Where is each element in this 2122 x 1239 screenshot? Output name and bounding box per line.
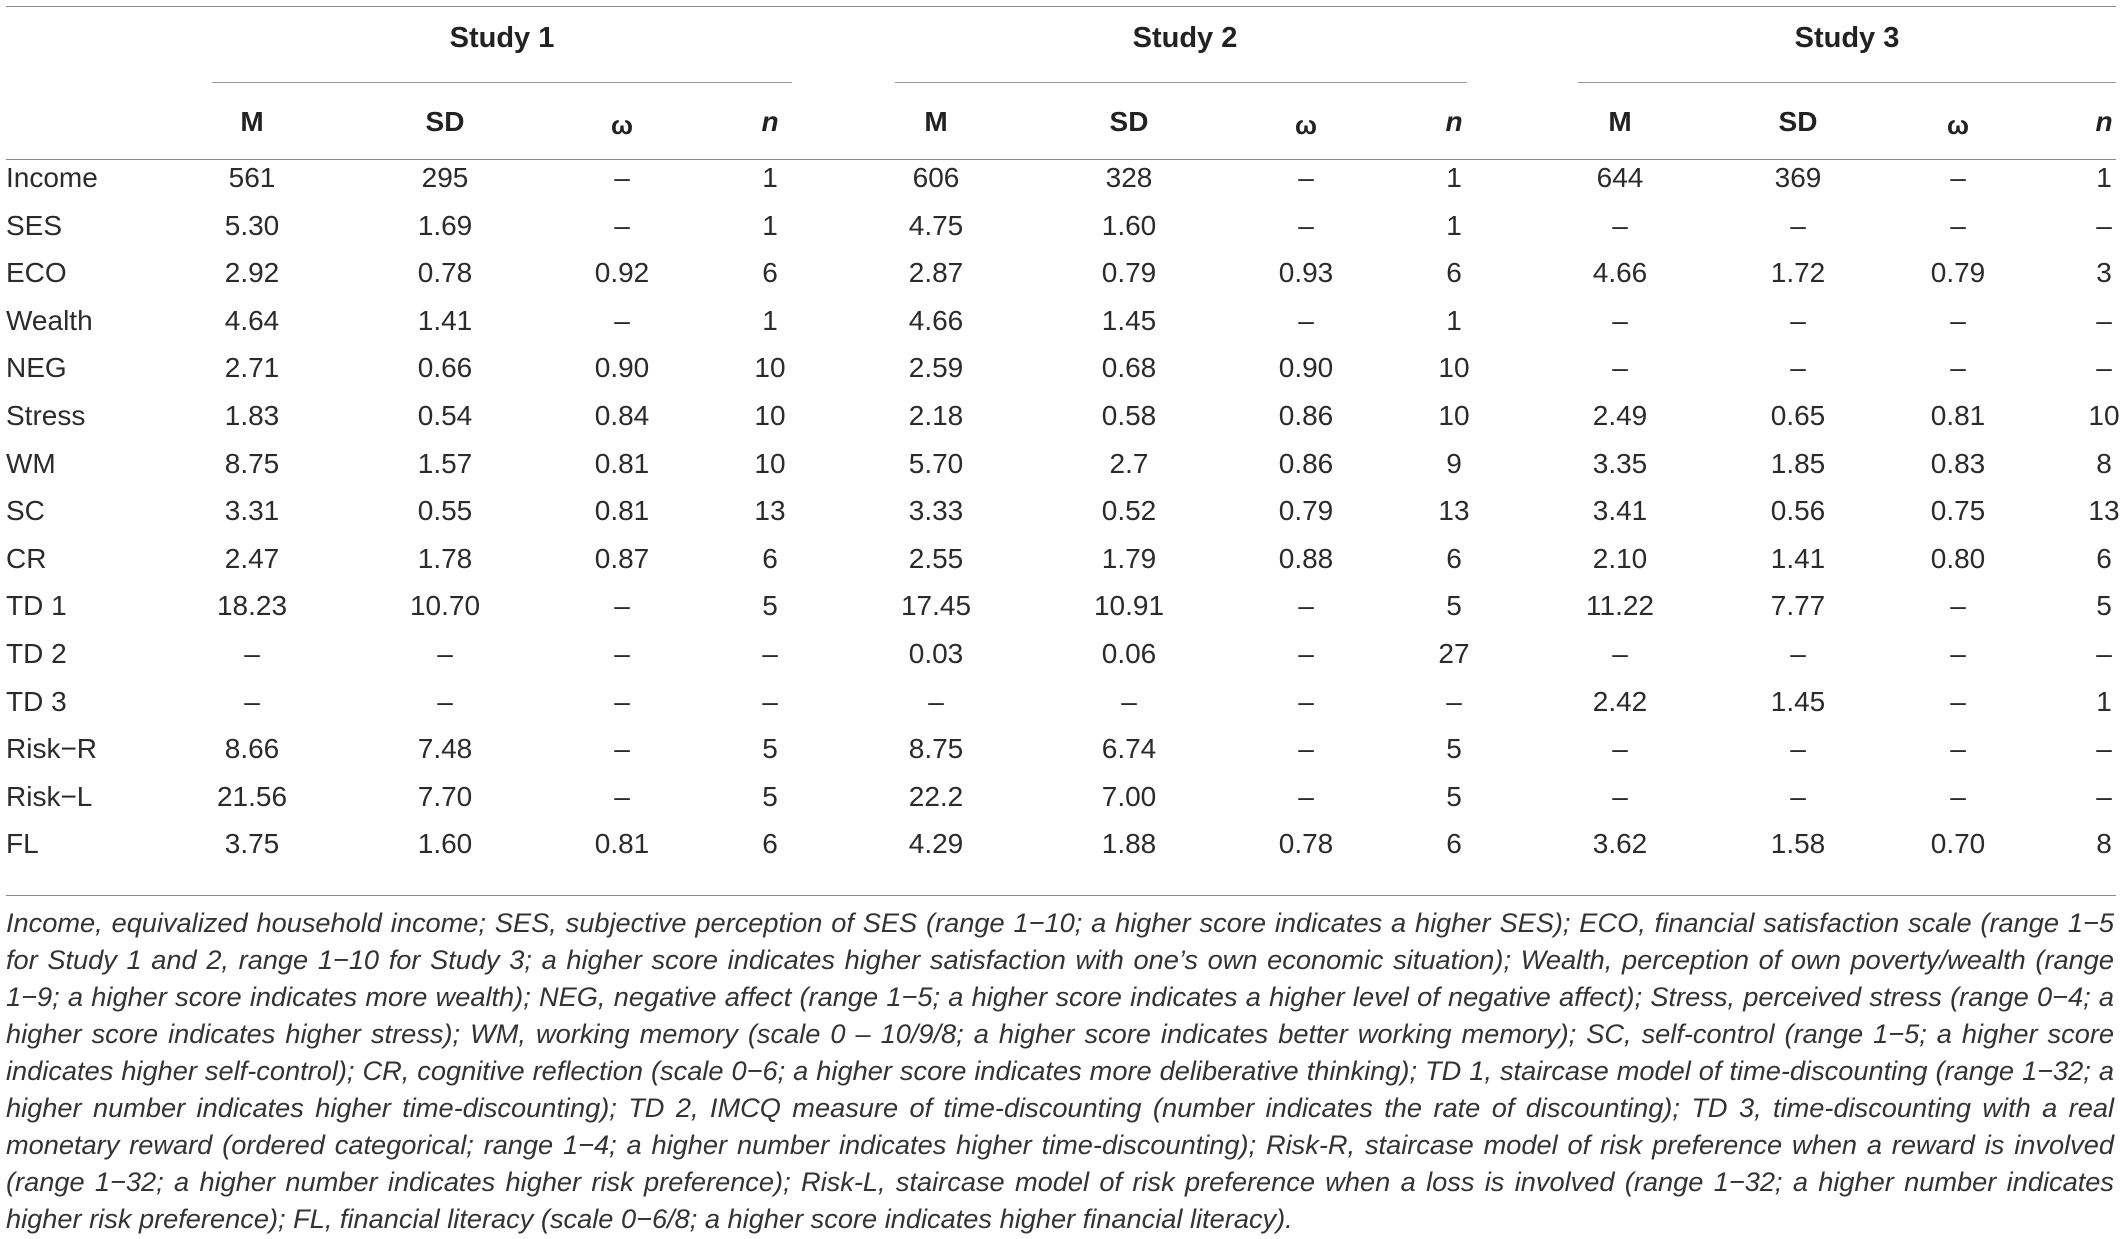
table-cell: 1.79	[1101, 542, 1157, 574]
table-cell: –	[1121, 685, 1137, 717]
row-label: ECO	[6, 257, 67, 289]
table-cell: 0.78	[1278, 828, 1334, 860]
table-cell: 1.83	[224, 400, 280, 431]
table-row	[0, 678, 2122, 725]
table-cell: 3.75	[224, 828, 280, 860]
table-cell: 4.29	[908, 828, 964, 860]
table-cell: –	[244, 685, 260, 717]
table-cell: 1	[762, 304, 778, 336]
table-cell: –	[1790, 780, 1806, 812]
table-cell: –	[1950, 685, 1966, 717]
table-cell: 6	[762, 257, 778, 289]
table-cell: 4.66	[908, 304, 964, 336]
table-cell: 0.79	[1101, 257, 1157, 289]
table-cell: 0.90	[1278, 352, 1334, 384]
table-cell: 1.45	[1101, 304, 1157, 336]
table-cell: 4.75	[908, 209, 964, 241]
row-label: TD 2	[6, 638, 67, 669]
table-cell: –	[1298, 590, 1314, 622]
table-cell: –	[614, 590, 630, 622]
table-cell: 1.41	[417, 304, 473, 336]
table-cell: 369	[1774, 162, 1822, 193]
table-cell: 2.18	[908, 400, 964, 431]
table-cell: 0.75	[1930, 495, 1986, 527]
table-cell: –	[1950, 590, 1966, 622]
table-cell: 5	[1446, 590, 1462, 622]
table-cell: –	[2096, 304, 2112, 336]
table-cell: 13	[2088, 495, 2120, 527]
study-1-header: Study 1	[449, 22, 555, 54]
table-cell: 1.88	[1101, 828, 1157, 860]
table-cell: 8	[2096, 828, 2112, 860]
table-cell: 0.80	[1930, 542, 1986, 574]
table-cell: 2.10	[1592, 542, 1648, 574]
table-cell: 13	[754, 495, 786, 527]
table-cell: 0.79	[1278, 495, 1334, 527]
table-cell: 1.78	[417, 542, 473, 574]
table-cell: 10	[2088, 400, 2120, 431]
row-label: CR	[6, 542, 47, 574]
table-cell: 7.48	[417, 733, 473, 765]
study-2-underline	[895, 82, 1467, 83]
table-row	[0, 487, 2122, 534]
table-cell: 3	[2096, 257, 2112, 289]
row-label: Risk−R	[6, 733, 98, 765]
table-cell: 5	[1446, 780, 1462, 812]
table-cell: 2.55	[908, 542, 964, 574]
table-cell: –	[1612, 780, 1628, 812]
table-cell: 0.52	[1101, 495, 1157, 527]
study-3-n-header: n	[2095, 106, 2113, 137]
study-1-sd-header: SD	[425, 106, 465, 137]
row-label: SES	[6, 209, 63, 241]
table-cell: 0.70	[1930, 828, 1986, 860]
table-cell: 0.03	[908, 638, 964, 669]
table-cell: 1.60	[417, 828, 473, 860]
table-cell: –	[1446, 685, 1462, 717]
table-cell: 0.56	[1770, 495, 1826, 527]
table-cell: –	[1298, 685, 1314, 717]
table-cell: 3.35	[1592, 447, 1648, 479]
table-cell: 0.65	[1770, 400, 1826, 431]
table-cell: 10	[754, 400, 786, 431]
table-cell: –	[1950, 638, 1966, 669]
table-cell: 0.93	[1278, 257, 1334, 289]
table-cell: –	[437, 685, 453, 717]
table-footnote: Income, equivalized household income; SES, subjective perception of SES (range 1−10; a higher score indicates a higher SES); ECO, financial satisfaction scale (range 1−5 for Study 1 and 2, range 1−10 for Study 3; a higher score indicates higher satisfaction with one’s own economic situation); Wealth, perception of own poverty/wealth (range 1−9; a higher score indicates more wealth); NEG, negative affect (range 1−5; a higher score indicates a higher level of negative affect); Stress, perceived stress (range 0−4; a higher score indicates higher stress); WM, working memory (scale 0 – 10/9/8; a higher score indicates better working memory); SC, self-control (range 1−5; a higher score indicates higher self-control); CR, cognitive reflection (scale 0−6; a higher score indicates more deliberative thinking); TD 1, staircase model of time-discounting (range 1−32; a higher number indicates higher time-discounting); TD 2, IMCQ measure of time-discounting (number indicates the rate of discounting); TD 3, time-discounting with a real monetary reward (ordered categorical; range 1−4; a higher number indicates higher time-discounting); Risk-R, staircase model of risk preference when a reward is involved (range 1−32; a higher number indicates higher risk preference); Risk-L, staircase model of risk preference when a loss is involved (range 1−32; a higher number indicates higher risk preference); FL, financial literacy (scale 0−6/8; a higher score indicates higher financial literacy).	[6, 907, 2114, 1234]
table-cell: 0.88	[1278, 542, 1334, 574]
table-cell: 5.70	[908, 447, 964, 479]
table-cell: 1	[1446, 209, 1462, 241]
table-cell: 22.2	[908, 780, 964, 812]
table-cell: 1.58	[1770, 828, 1826, 860]
table-cell: 0.78	[417, 257, 473, 289]
table-cell: 1.41	[1770, 542, 1826, 574]
table-cell: –	[1298, 638, 1314, 669]
table-cell: 6	[762, 542, 778, 574]
study-3-underline	[1578, 82, 2116, 83]
row-label: TD 3	[6, 685, 67, 717]
study-1-omega-header: ω	[611, 110, 633, 140]
table-cell: 11.22	[1586, 590, 1654, 622]
table-cell: 1	[762, 209, 778, 241]
table-cell: 6.74	[1101, 733, 1157, 765]
table-cell: 1.57	[417, 447, 473, 479]
table-row	[0, 440, 2122, 487]
table-cell: 6	[1446, 542, 1462, 574]
table-cell: –	[1298, 209, 1314, 241]
table-cell: –	[1612, 733, 1628, 765]
table-cell: 8	[2096, 447, 2112, 479]
table-cell: 6	[2096, 542, 2112, 574]
table-cell: –	[1950, 352, 1966, 384]
table-row	[0, 725, 2122, 772]
table-cell: 2.71	[224, 352, 280, 384]
table-cell: –	[2096, 733, 2112, 765]
table-cell: 5	[1446, 733, 1462, 765]
table-cell: 644	[1596, 162, 1644, 193]
table-cell: 0.68	[1101, 352, 1157, 384]
table-cell: 1	[762, 162, 778, 193]
table-cell: 8.66	[224, 733, 280, 765]
table-cell: –	[1950, 162, 1966, 193]
table-cell: 2.87	[908, 257, 964, 289]
table-cell: 4.66	[1592, 257, 1648, 289]
table-cell: 2.92	[224, 257, 280, 289]
table-cell: 295	[421, 162, 469, 193]
table-row	[0, 297, 2122, 344]
table-cell: –	[1298, 304, 1314, 336]
table-cell: 10	[754, 352, 786, 384]
table-cell: –	[928, 685, 944, 717]
table-cell: –	[2096, 209, 2112, 241]
table-cell: 0.86	[1278, 400, 1334, 431]
study-1-n-header: n	[761, 106, 779, 137]
table-cell: 0.87	[594, 542, 650, 574]
table-cell: 18.23	[216, 590, 288, 622]
study-2-sd-header: SD	[1109, 106, 1149, 137]
table-cell: 7.70	[417, 780, 473, 812]
table-cell: –	[1298, 780, 1314, 812]
table-cell: –	[614, 209, 630, 241]
table-cell: 5	[762, 780, 778, 812]
table-cell: 10	[1438, 352, 1470, 384]
table-cell: 21.56	[216, 780, 288, 812]
row-label: WM	[6, 447, 56, 479]
table-cell: 7.00	[1101, 780, 1157, 812]
table-cell: 10	[1438, 400, 1470, 431]
row-label: Risk−L	[6, 780, 93, 812]
study-2-omega-header: ω	[1295, 110, 1317, 140]
table-cell: –	[1612, 209, 1628, 241]
table-cell: 0.86	[1278, 447, 1334, 479]
table-cell: 3.31	[224, 495, 280, 527]
table-cell: –	[1612, 638, 1628, 669]
table-cell: –	[1790, 638, 1806, 669]
table-cell: 1.45	[1770, 685, 1826, 717]
table-cell: 5	[762, 590, 778, 622]
row-label: FL	[6, 828, 39, 860]
table-cell: 606	[912, 162, 960, 193]
table-cell: 0.55	[417, 495, 473, 527]
table-row	[0, 392, 2122, 439]
table-cell: –	[1612, 352, 1628, 384]
table-cell: 0.81	[594, 828, 650, 860]
study-2-header: Study 2	[1132, 22, 1238, 54]
table-cell: –	[1950, 209, 1966, 241]
table-cell: 17.45	[900, 590, 972, 622]
table-cell: 6	[762, 828, 778, 860]
table-cell: 0.81	[594, 447, 650, 479]
table-row	[0, 535, 2122, 582]
table-cell: 10	[754, 447, 786, 479]
table-cell: 6	[1446, 257, 1462, 289]
table-bottom-rule	[6, 895, 2116, 896]
table-cell: 1.69	[417, 209, 473, 241]
table-cell: –	[1790, 209, 1806, 241]
table-cell: 0.66	[417, 352, 473, 384]
table-row	[0, 202, 2122, 249]
table-cell: 1.85	[1770, 447, 1826, 479]
table-cell: 4.64	[224, 304, 280, 336]
table-row	[0, 249, 2122, 296]
study-2-n-header: n	[1445, 106, 1463, 137]
table-cell: 0.54	[417, 400, 473, 431]
table-cell: 0.84	[594, 400, 650, 431]
table-cell: 3.33	[908, 495, 964, 527]
study-3-header: Study 3	[1794, 22, 1900, 54]
table-cell: 8.75	[908, 733, 964, 765]
table-cell: 0.79	[1930, 257, 1986, 289]
table-cell: 2.59	[908, 352, 964, 384]
table-cell: 0.90	[594, 352, 650, 384]
table-cell: –	[2096, 638, 2112, 669]
table-row	[0, 582, 2122, 629]
table-cell: –	[1950, 304, 1966, 336]
table-cell: –	[1790, 352, 1806, 384]
table-cell: 0.06	[1101, 638, 1157, 669]
table-row	[0, 773, 2122, 820]
study-3-omega-header: ω	[1947, 110, 1969, 140]
table-cell: 10.70	[409, 590, 481, 622]
table-cell: 561	[228, 162, 276, 193]
table-cell: –	[762, 685, 778, 717]
table-cell: 5	[2096, 590, 2112, 622]
row-label: Income	[6, 162, 98, 193]
table-cell: –	[614, 638, 630, 669]
table-cell: –	[437, 638, 453, 669]
table-cell: –	[1950, 733, 1966, 765]
table-cell: –	[1950, 780, 1966, 812]
table-cell: –	[614, 304, 630, 336]
table-row	[0, 630, 2122, 677]
table-cell: –	[1612, 304, 1628, 336]
table-cell: –	[2096, 352, 2112, 384]
table-cell: –	[1790, 733, 1806, 765]
table-cell: 1	[1446, 162, 1462, 193]
table-cell: –	[1790, 304, 1806, 336]
table-cell: –	[2096, 780, 2112, 812]
table-cell: 9	[1446, 447, 1462, 479]
table-row	[0, 344, 2122, 391]
study-3-sd-header: SD	[1778, 106, 1818, 137]
table-cell: –	[762, 638, 778, 669]
table-cell: 5	[762, 733, 778, 765]
table-cell: 5.30	[224, 209, 280, 241]
table-cell: –	[614, 685, 630, 717]
table-cell: 1.60	[1101, 209, 1157, 241]
table-cell: 0.81	[594, 495, 650, 527]
table-cell: 0.92	[594, 257, 650, 289]
study-1-mean-header: M	[240, 106, 264, 137]
table-cell: 0.81	[1930, 400, 1986, 431]
row-label: TD 1	[6, 590, 67, 622]
table-cell: 1	[1446, 304, 1462, 336]
table-cell: 27	[1438, 638, 1470, 669]
table-row	[0, 154, 2122, 201]
table-cell: 3.41	[1592, 495, 1648, 527]
table-cell: 13	[1438, 495, 1470, 527]
table-cell: 328	[1105, 162, 1153, 193]
row-label: NEG	[6, 352, 67, 384]
table-cell: 0.83	[1930, 447, 1986, 479]
row-label: Wealth	[6, 304, 93, 336]
table-cell: 10.91	[1093, 590, 1165, 622]
table-cell: 2.42	[1592, 685, 1648, 717]
table-cell: –	[614, 733, 630, 765]
table-cell: 1	[2096, 162, 2112, 193]
table-cell: –	[1298, 733, 1314, 765]
row-label: SC	[6, 495, 45, 527]
table-cell: –	[244, 638, 260, 669]
study-3-mean-header: M	[1608, 106, 1632, 137]
table-cell: 8.75	[224, 447, 280, 479]
table-row	[0, 820, 2122, 867]
table-cell: 1.72	[1770, 257, 1826, 289]
table-cell: 2.47	[224, 542, 280, 574]
table-top-rule	[6, 6, 2116, 7]
table-cell: –	[1298, 162, 1314, 193]
table-cell: 2.49	[1592, 400, 1648, 431]
table-cell: 1	[2096, 685, 2112, 717]
row-label: Stress	[6, 400, 86, 431]
table-cell: 6	[1446, 828, 1462, 860]
table-cell: 3.62	[1592, 828, 1648, 860]
table-cell: –	[614, 780, 630, 812]
table-cell: 0.58	[1101, 400, 1157, 431]
table-cell: 7.77	[1770, 590, 1826, 622]
study-1-underline	[212, 82, 792, 83]
study-2-mean-header: M	[924, 106, 948, 137]
table-cell: –	[614, 162, 630, 193]
table-cell: 2.7	[1109, 447, 1149, 479]
